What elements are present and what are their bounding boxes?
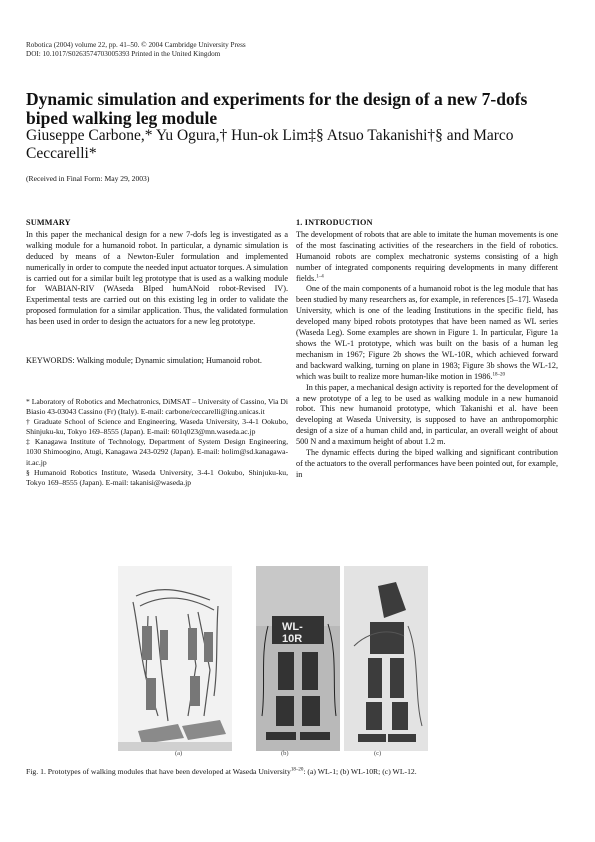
citation-ref: 18–20 xyxy=(492,371,505,377)
author-list: Giuseppe Carbone,* Yu Ogura,† Hun-ok Lim‡§ Atsuo Takanishi†§ and Marco Ceccarelli* xyxy=(26,127,514,162)
doi-line: DOI: 10.1017/S0263574703005393 Printed in the United Kingdom xyxy=(26,50,221,58)
journal-citation: Robotica (2004) volume 22, pp. 41–50. © 2004 Cambridge University Press xyxy=(26,41,246,49)
subfigure-label: (a) xyxy=(175,750,183,757)
figure-1 xyxy=(110,566,490,751)
affiliation-item: ‡ Kanagawa Institute of Technology, Department of System Design Engineering, 1030 Shimoogino, Atugi, Kanagawa 243-0292 (Japan). E-mail: holim@sd.kanagawa-it.ac.jp xyxy=(26,437,288,467)
robot-label: 10R xyxy=(282,633,303,645)
intro-paragraph-text: The development of robots that are able to imitate the human movements is one of the most fascinating activities of the researchers in the field of robotics. Humanoid robots are complex mechatronic systems consisting of a high number of integrated components requiring developments in many different fields. xyxy=(296,229,558,283)
keywords: KEYWORDS: Walking module; Dynamic simulation; Humanoid robot. xyxy=(26,356,262,366)
robot-photo-wl12 xyxy=(344,566,428,751)
journal-header xyxy=(26,41,246,59)
affiliation-item: † Graduate School of Science and Engineering, Waseda University, 3-4-1 Ookubo, Shinjuku-ku, Tokyo 169–8555 (Japan). E-mail: 601q023@mn.waseda.ac.jp xyxy=(26,417,288,437)
right-column xyxy=(296,218,558,481)
intro-paragraph xyxy=(296,284,558,382)
intro-paragraph: The dynamic effects during the biped walking and significant contribution of the actuators to the overall performances have been pointed out, for example, in xyxy=(296,448,558,479)
subfigure-label: (b) xyxy=(281,750,289,757)
affiliations xyxy=(26,397,288,488)
affiliation-item: § Humanoid Robotics Institute, Waseda University, 3-4-1 Ookubo, Shinjuku-ku, Tokyo 169–8555 (Japan). E-mail: takanisi@waseda.jp xyxy=(26,467,288,487)
robot-photo-wl10r xyxy=(256,566,340,751)
robot-photo-wl1 xyxy=(118,566,232,751)
paper-title: Dynamic simulation and experiments for the design of a new 7-dofs biped walking leg module xyxy=(26,89,528,128)
summary-heading: SUMMARY xyxy=(26,218,71,227)
figure-caption xyxy=(26,767,571,776)
intro-paragraph xyxy=(296,230,558,285)
subfigure-label: (c) xyxy=(374,750,382,757)
citation-ref: 1–4 xyxy=(316,273,324,279)
summary-text: In this paper the mechanical design for a new 7-dofs leg is investigated as a walking module for a humanoid robot. In particular, a dynamic simulation is deduced by means of a Newton-Euler formulation and implemented numerically in order to compute the needed input actuator torques. A simulation is carried out for a similar built leg prototype that is used as a walking module for WABIAN-RIV (WAseda BIped humANoid robot-Revised IV). Experimental tests are carried out on this existing leg in order to validate the proposed formulation for a similar application. Thus, the validated formulation has been used in order to design the actuators for a new leg prototype. xyxy=(26,229,288,327)
citation-ref: 18–20 xyxy=(290,767,304,773)
caption-text: : (a) WL-1; (b) WL-10R; (c) WL-12. xyxy=(303,767,417,776)
intro-paragraph-text: One of the main components of a humanoid robot is the leg module that has been studied by many researchers as, for example, in references [5–17]. Waseda University, which is one of the leading Institutions in the specific field, has developed many biped robots prototypes that have been named as WL series (Waseda Leg). Some examples are shown in Figure 1. In particular, Figure 1a shows the WL-1 prototype, which was built on the basis of a human leg mechanism in 1967; Figure 2b shows the WL-10R, which achieved forward and backward walking, turning on plane in 1983; Figure 3b shows the WL-12, which was built to realize more human-like motion in 1986. xyxy=(296,284,558,381)
caption-text: Fig. 1. Prototypes of walking modules that have been developed at Waseda University xyxy=(26,767,291,776)
introduction-heading: 1. INTRODUCTION xyxy=(296,218,373,227)
affiliation-item: * Laboratory of Robotics and Mechatronics, DiMSAT – University of Cassino, Via Di Biasio 43-03043 Cassino (Fr) (Italy). E-mail: carbone/ceccarelli@ing.unicas.it xyxy=(26,396,288,417)
robot-label: WL- xyxy=(282,621,303,633)
left-column xyxy=(26,218,288,488)
intro-paragraph: In this paper, a mechanical design activity is reported for the development of a new prototype of a leg to be used as walking module in a new humanoid robot. This new humanoid prototype, which Takanishi et al. have been developing at Waseda University, is supposed to have an anthropomorphic design of a size of a human child and, in particular, an overall weight of about 500 N and a maximum height of about 1.2 m. xyxy=(296,382,558,447)
received-date: (Received in Final Form: May 29, 2003) xyxy=(26,174,150,183)
